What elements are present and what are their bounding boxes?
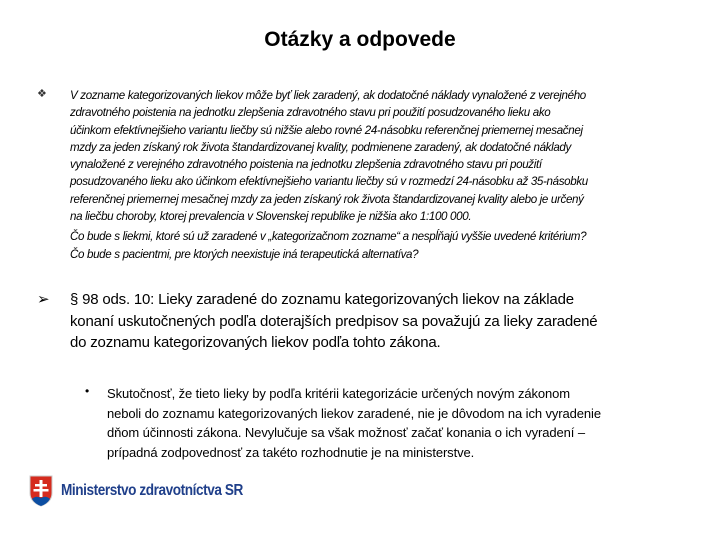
ministry-logo: [29, 475, 275, 507]
text-line: neboli do zoznamu kategorizovaných liekov zaradené, nie je dôvodom na ich vyradenie: [107, 405, 601, 421]
dot-bullet-icon: •: [85, 384, 90, 398]
note-paragraph: [107, 384, 601, 462]
diamond-bullet-icon: ❖: [37, 88, 47, 100]
law-paragraph: [70, 289, 597, 354]
text-line: referenčnej priemernej mesačnej mzdy za jeden získaný rok života štandardizovanej kvality alebo je určený: [70, 192, 584, 206]
slovak-coat-of-arms-icon: [29, 475, 53, 507]
text-line: vynaložené z verejného zdravotného poistenia na jednotku zlepšenia zdravotného stavu pri použití: [70, 158, 542, 172]
text-line: mzdy za jeden získaný rok života štandardizovanej kvality, podmienene zaradený, ak dodatočné náklady: [70, 140, 571, 154]
text-line: konaní uskutočnených podľa doterajších predpisov sa považujú za lieky zaradené: [70, 312, 598, 330]
text-line: § 98 ods. 10: Lieky zaradené do zoznamu kategorizovaných liekov na základe: [70, 291, 574, 308]
question-line: Čo bude s pacientmi, pre ktorých neexistuje iná terapeutická alternatíva?: [70, 247, 419, 261]
text-line: na liečbu choroby, ktorej prevalencia v Slovenskej republike je nižšia ako 1:100 000.: [70, 210, 472, 224]
arrow-bullet-icon: ➢: [37, 291, 50, 308]
text-line: prípadná zodpovednosť za takéto rozhodnutie je na ministerstve.: [107, 444, 475, 460]
logo-text: Ministerstvo zdravotníctva SR: [61, 482, 243, 499]
criteria-paragraph: [70, 87, 710, 263]
text-line: účinkom efektívnejšieho variantu liečby sú nižšie alebo rovné 24-násobku referenčnej priemernej mesačnej: [70, 123, 583, 137]
question-line: Čo bude s liekmi, ktoré sú už zaradené v „kategorizačnom zozname“ a nespĺňajú vyššie uvedené kritérium?: [70, 230, 587, 244]
text-line: dňom účinnosti zákona. Nevylučuje sa však možnosť začať konania o ich vyradení –: [107, 425, 585, 440]
slide-title: Otázky a odpovede: [264, 28, 456, 51]
text-line: zdravotného poistenia na jednotku zlepšenia zdravotného stavu pri použití posudzovaného lieku ako: [70, 106, 551, 120]
text-line: V zozname kategorizovaných liekov môže byť liek zaradený, ak dodatočné náklady vynaložené z verejného: [70, 89, 586, 102]
text-line: do zoznamu kategorizovaných liekov podľa tohto zákona.: [70, 334, 441, 351]
text-line: Skutočnosť, že tieto lieky by podľa kritérii kategorizácie určených novým zákonom: [107, 386, 571, 401]
text-line: posudzovaného lieku ako účinkom efektívnejšieho variantu liečby sú v rozmedzí 24-násobku až 35-násobku: [70, 175, 588, 189]
